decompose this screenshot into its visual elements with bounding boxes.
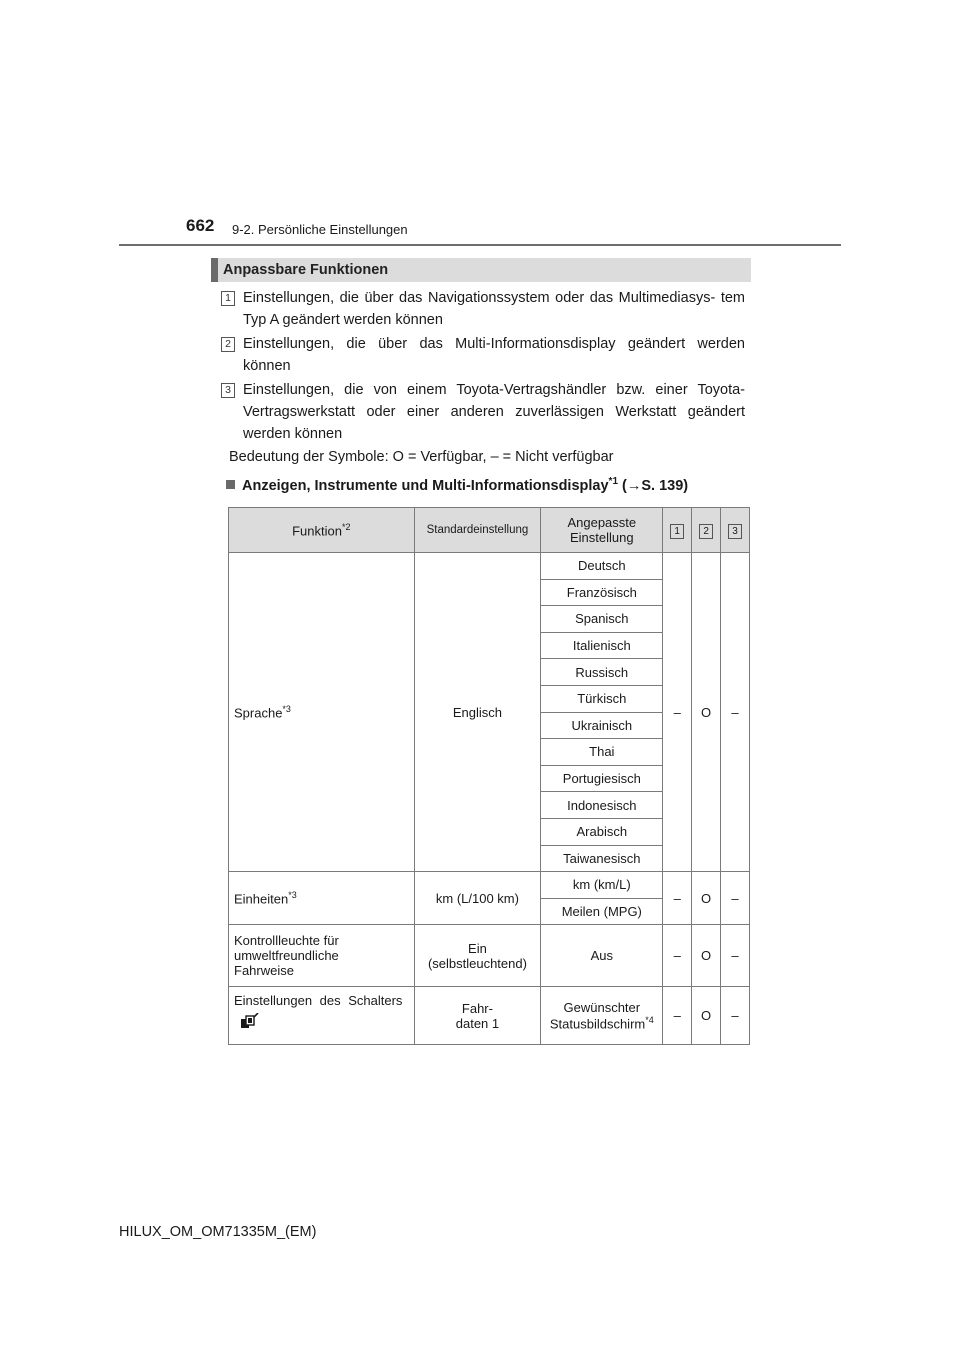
cell-col3-language: –: [721, 553, 750, 872]
header-col-1: 1: [663, 508, 692, 553]
cell-col1-units: –: [663, 872, 692, 925]
header-custom: Angepasste Einstellung: [541, 508, 663, 553]
item-number-3: 3: [221, 383, 235, 398]
cell-option: Italienisch: [541, 632, 663, 659]
header-col-2: 2: [692, 508, 721, 553]
subheading-text: Anzeigen, Instrumente und Multi-Informationsdisplay: [242, 477, 609, 494]
subheading: [226, 476, 688, 494]
cell-col3-eco: –: [721, 925, 750, 987]
cell-option: Deutsch: [541, 553, 663, 580]
item-number-1: 1: [221, 291, 235, 306]
cell-option: Ukrainisch: [541, 712, 663, 739]
cell-col2-language: O: [692, 553, 721, 872]
display-switch-icon: [241, 1013, 259, 1029]
cell-custom-eco: Aus: [541, 925, 663, 987]
cell-col2-switch: O: [692, 987, 721, 1045]
cell-default-eco: Ein (selbstleuchtend): [414, 925, 541, 987]
cell-default-language: Englisch: [414, 553, 541, 872]
header-rule: [119, 244, 841, 246]
cell-default-switch: Fahr- daten 1: [414, 987, 541, 1045]
item-text-1: Einstellungen, die über das Navigationssystem oder das Multimediasys- tem Typ A geändert werden können: [243, 290, 745, 328]
settings-table: [228, 507, 750, 1045]
banner-title: Anpassbare Funktionen: [223, 262, 389, 278]
cell-option: Russisch: [541, 659, 663, 686]
header-function-footnote: *2: [341, 521, 351, 532]
cell-default-units: km (L/100 km): [414, 872, 541, 925]
symbol-legend: Bedeutung der Symbole: O = Verfügbar, – = Nicht verfügbar: [229, 449, 614, 465]
cell-option: Thai: [541, 739, 663, 766]
header-col-3: 3: [721, 508, 750, 553]
header-function: Funktion$^{*2}$: [229, 508, 415, 553]
cell-option: Türkisch: [541, 685, 663, 712]
subheading-marker: [226, 480, 235, 489]
cell-col2-eco: O: [692, 925, 721, 987]
cell-custom-switch: Gewünschter Statusbildschirm$^{*4}$: [541, 987, 663, 1045]
cell-function-switch: Einstellungen des Schalters: [229, 987, 415, 1045]
cell-function-language: Sprache$^{*3}$: [229, 553, 415, 872]
table-row: [229, 553, 750, 580]
cell-option: Spanisch: [541, 606, 663, 633]
cell-function-units: Einheiten$^{*3}$: [229, 872, 415, 925]
cell-option: km (km/L): [541, 872, 663, 899]
cell-col1-eco: –: [663, 925, 692, 987]
cell-option: Französisch: [541, 579, 663, 606]
table-header-row: [229, 508, 750, 553]
cell-option: Taiwanesisch: [541, 845, 663, 872]
section-banner: [211, 258, 751, 282]
cell-function-eco: Kontrollleuchte für umweltfreundliche Fahrweise: [229, 925, 415, 987]
page-number: 662: [186, 216, 215, 235]
subheading-footnote: *1: [608, 476, 618, 487]
cell-col3-switch: –: [721, 987, 750, 1045]
table-row: [229, 925, 750, 987]
item-number-2: 2: [221, 337, 235, 352]
subheading-ref: (→S. 139): [622, 477, 689, 494]
section-title: 9-2. Persönliche Einstellungen: [232, 222, 408, 237]
header-default: Standardeinstellung: [414, 508, 541, 553]
cell-col2-units: O: [692, 872, 721, 925]
cell-col1-switch: –: [663, 987, 692, 1045]
cell-option: Arabisch: [541, 818, 663, 845]
footer-code: HILUX_OM_OM71335M_(EM): [119, 1224, 317, 1240]
table-row: [229, 872, 750, 899]
table-row: [229, 987, 750, 1045]
cell-col3-units: –: [721, 872, 750, 925]
cell-col1-language: –: [663, 553, 692, 872]
banner-bar: [211, 258, 218, 282]
cell-option: Portugiesisch: [541, 765, 663, 792]
cell-option: Indonesisch: [541, 792, 663, 819]
item-text-2: Einstellungen, die über das Multi-Informationsdisplay geändert werden können: [243, 336, 745, 374]
cell-option: Meilen (MPG): [541, 898, 663, 925]
item-text-3: Einstellungen, die von einem Toyota-Vertragshändler bzw. einer Toyota- Vertragswerkstatt oder einer anderen zuverlässigen Werkstatt geändert werden können: [243, 382, 745, 442]
